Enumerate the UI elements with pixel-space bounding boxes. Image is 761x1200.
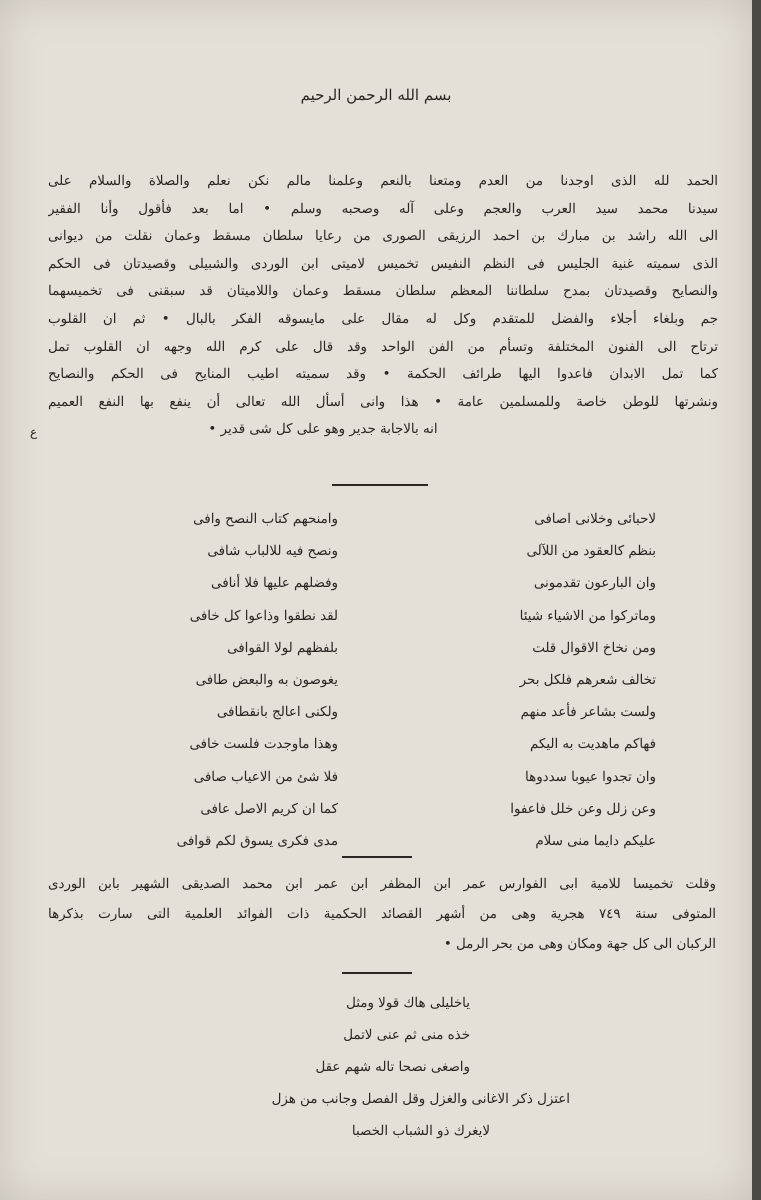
poem-stanzas [108, 512, 656, 866]
verse-first-half: لاحبائى وخلانى اصافى [534, 512, 656, 527]
intro-line: انه بالاجابة جدير وهو على كل شى قدير • [208, 422, 438, 438]
second-poem [150, 988, 570, 1148]
poem-verse [108, 834, 656, 866]
verse-second-half: لقد نطقوا وذاعوا كل خافى [189, 608, 338, 624]
intro-line: الذى سميته غنية الجليس فى النظم النفيس تخميس لاميتى ابن الوردى والشبيلى وقصيدتان فى الحكم [48, 256, 718, 272]
verse-first-half: عليكم دايما منى سلام [535, 833, 656, 849]
poem-verse [108, 544, 656, 576]
verse-second-half: وامنحهم كتاب النصح وافى [193, 512, 338, 527]
verse-second-half: مدى فكرى يسوق لكم قوافى [176, 833, 338, 849]
poem-verse [108, 802, 656, 834]
verse-first-half: فهاكم ماهديت به اليكم [530, 737, 656, 753]
verse-second-half: وفضلهم عليها فلا أنافى [211, 576, 338, 592]
intro-line: ترتاح الى الفنون المختلفة وتسأم من الفن الواحد وقد قال على كرم الله وجهه ان القلوب تمل [48, 339, 718, 355]
poem-line: لايغرك ذو الشباب الخصبا [351, 1124, 490, 1139]
intro-line: والنصايح وقصيدتان بمدح سلطاننا المعظم سلطان مسقط وعمان واللاميتان قد سبقنى فى تخميسهما [48, 284, 718, 300]
section-divider [342, 856, 412, 858]
verse-first-half: ولست بشاعر فأعد منهم [520, 705, 656, 721]
verse-first-half: تخالف شعرهم فلكل بحر [519, 672, 656, 688]
page-edge-shadow [752, 0, 761, 1200]
section-divider [332, 484, 428, 486]
poem-line: ياخليلى هاك قولا ومثل [346, 996, 470, 1011]
poem-verse [108, 673, 656, 705]
intro-line: سيدنا محمد سيد العرب والعجم وعلى آله وصحبه وسلم • اما بعد فأقول وأنا الفقير [48, 201, 718, 217]
verse-first-half: وان تجدوا عيوبا سددوها [525, 769, 656, 785]
section-divider [342, 972, 412, 974]
poem-verse [108, 512, 656, 544]
intro-paragraph [48, 168, 718, 444]
intro-line: كما تمل الابدان فاعدوا اليها طرائف الحكمة • وقد سميته اطيب المنايح فى الحكم والنصايح [48, 367, 718, 383]
paragraph-line: المتوفى سنة ٧٤٩ هجرية وهى من أشهر القصائد الحكمية ذات الفوائد العلمية التى سارت بذكرها [48, 907, 716, 922]
paragraph-line: وقلت تخميسا للامية ابى الفوارس عمر ابن المظفر ابن عمر ابن محمد الصديقى الشهير بابن الوردى [48, 877, 716, 892]
intro-line: جم وبلغاء أجلاء والفضل للمتقدم وكل له مقال على مايسوقه الفكر بالبال • ثم ان القلوب [48, 311, 718, 327]
verse-second-half: بلفظهم لولا القوافى [227, 640, 338, 656]
poem-verse [108, 705, 656, 737]
verse-first-half: بنظم كالعقود من اللآلى [526, 544, 656, 560]
poem-line: واصغى نصحا تاله شهم عقل [315, 1060, 470, 1075]
verse-second-half: فلا شئ من الاعياب صافى [193, 769, 338, 785]
poem-verse [108, 737, 656, 769]
poem-verse [108, 770, 656, 802]
margin-mark: ع [30, 425, 38, 439]
second-paragraph [48, 870, 716, 960]
poem-line: خذه منى ثم عنى لاتمل [343, 1028, 470, 1043]
paragraph-line: الركبان الى كل جهة ومكان وهى من بحر الرمل • [443, 937, 716, 952]
verse-second-half: ونصح فيه للالباب شافى [207, 544, 338, 560]
intro-line: ونشرتها للوطن خاصة وللمسلمين عامة • هذا وانى أسأل الله تعالى أن ينفع بها النفع العميم [48, 394, 718, 410]
verse-second-half: وهذا ماوجدت فلست خافى [189, 737, 338, 753]
basmala-heading: بسم الله الرحمن الرحيم [300, 86, 452, 104]
verse-first-half: وعن زلل وعن خلل فاعفوا [510, 801, 656, 817]
poem-line: اعتزل ذكر الاغانى والغزل وقل الفصل وجانب من هزل [271, 1092, 570, 1107]
verse-first-half: وان البارعون تقدمونى [533, 576, 656, 592]
poem-verse [108, 609, 656, 641]
intro-line: الى الله راشد بن مبارك بن احمد الرزيقى الصورى من رعايا سلطان مسقط وعمان نقلت من ديوانى [48, 229, 718, 245]
verse-first-half: ومن نخاخ الاقوال قلت [532, 640, 656, 656]
verse-first-half: وماتركوا من الاشياء شيئا [519, 608, 656, 624]
verse-second-half: ولكنى اعالج بانقطافى [216, 705, 338, 721]
poem-verse [108, 641, 656, 673]
poem-verse [108, 576, 656, 608]
verse-second-half: كما ان كريم الاصل عافى [200, 801, 338, 817]
verse-second-half: يغوصون به والبعض طافى [195, 672, 338, 688]
intro-line: الحمد لله الذى اوجدنا من العدم ومتعنا بالنعم وعلمنا مالم نكن نعلم والصلاة والسلام على [48, 174, 718, 189]
